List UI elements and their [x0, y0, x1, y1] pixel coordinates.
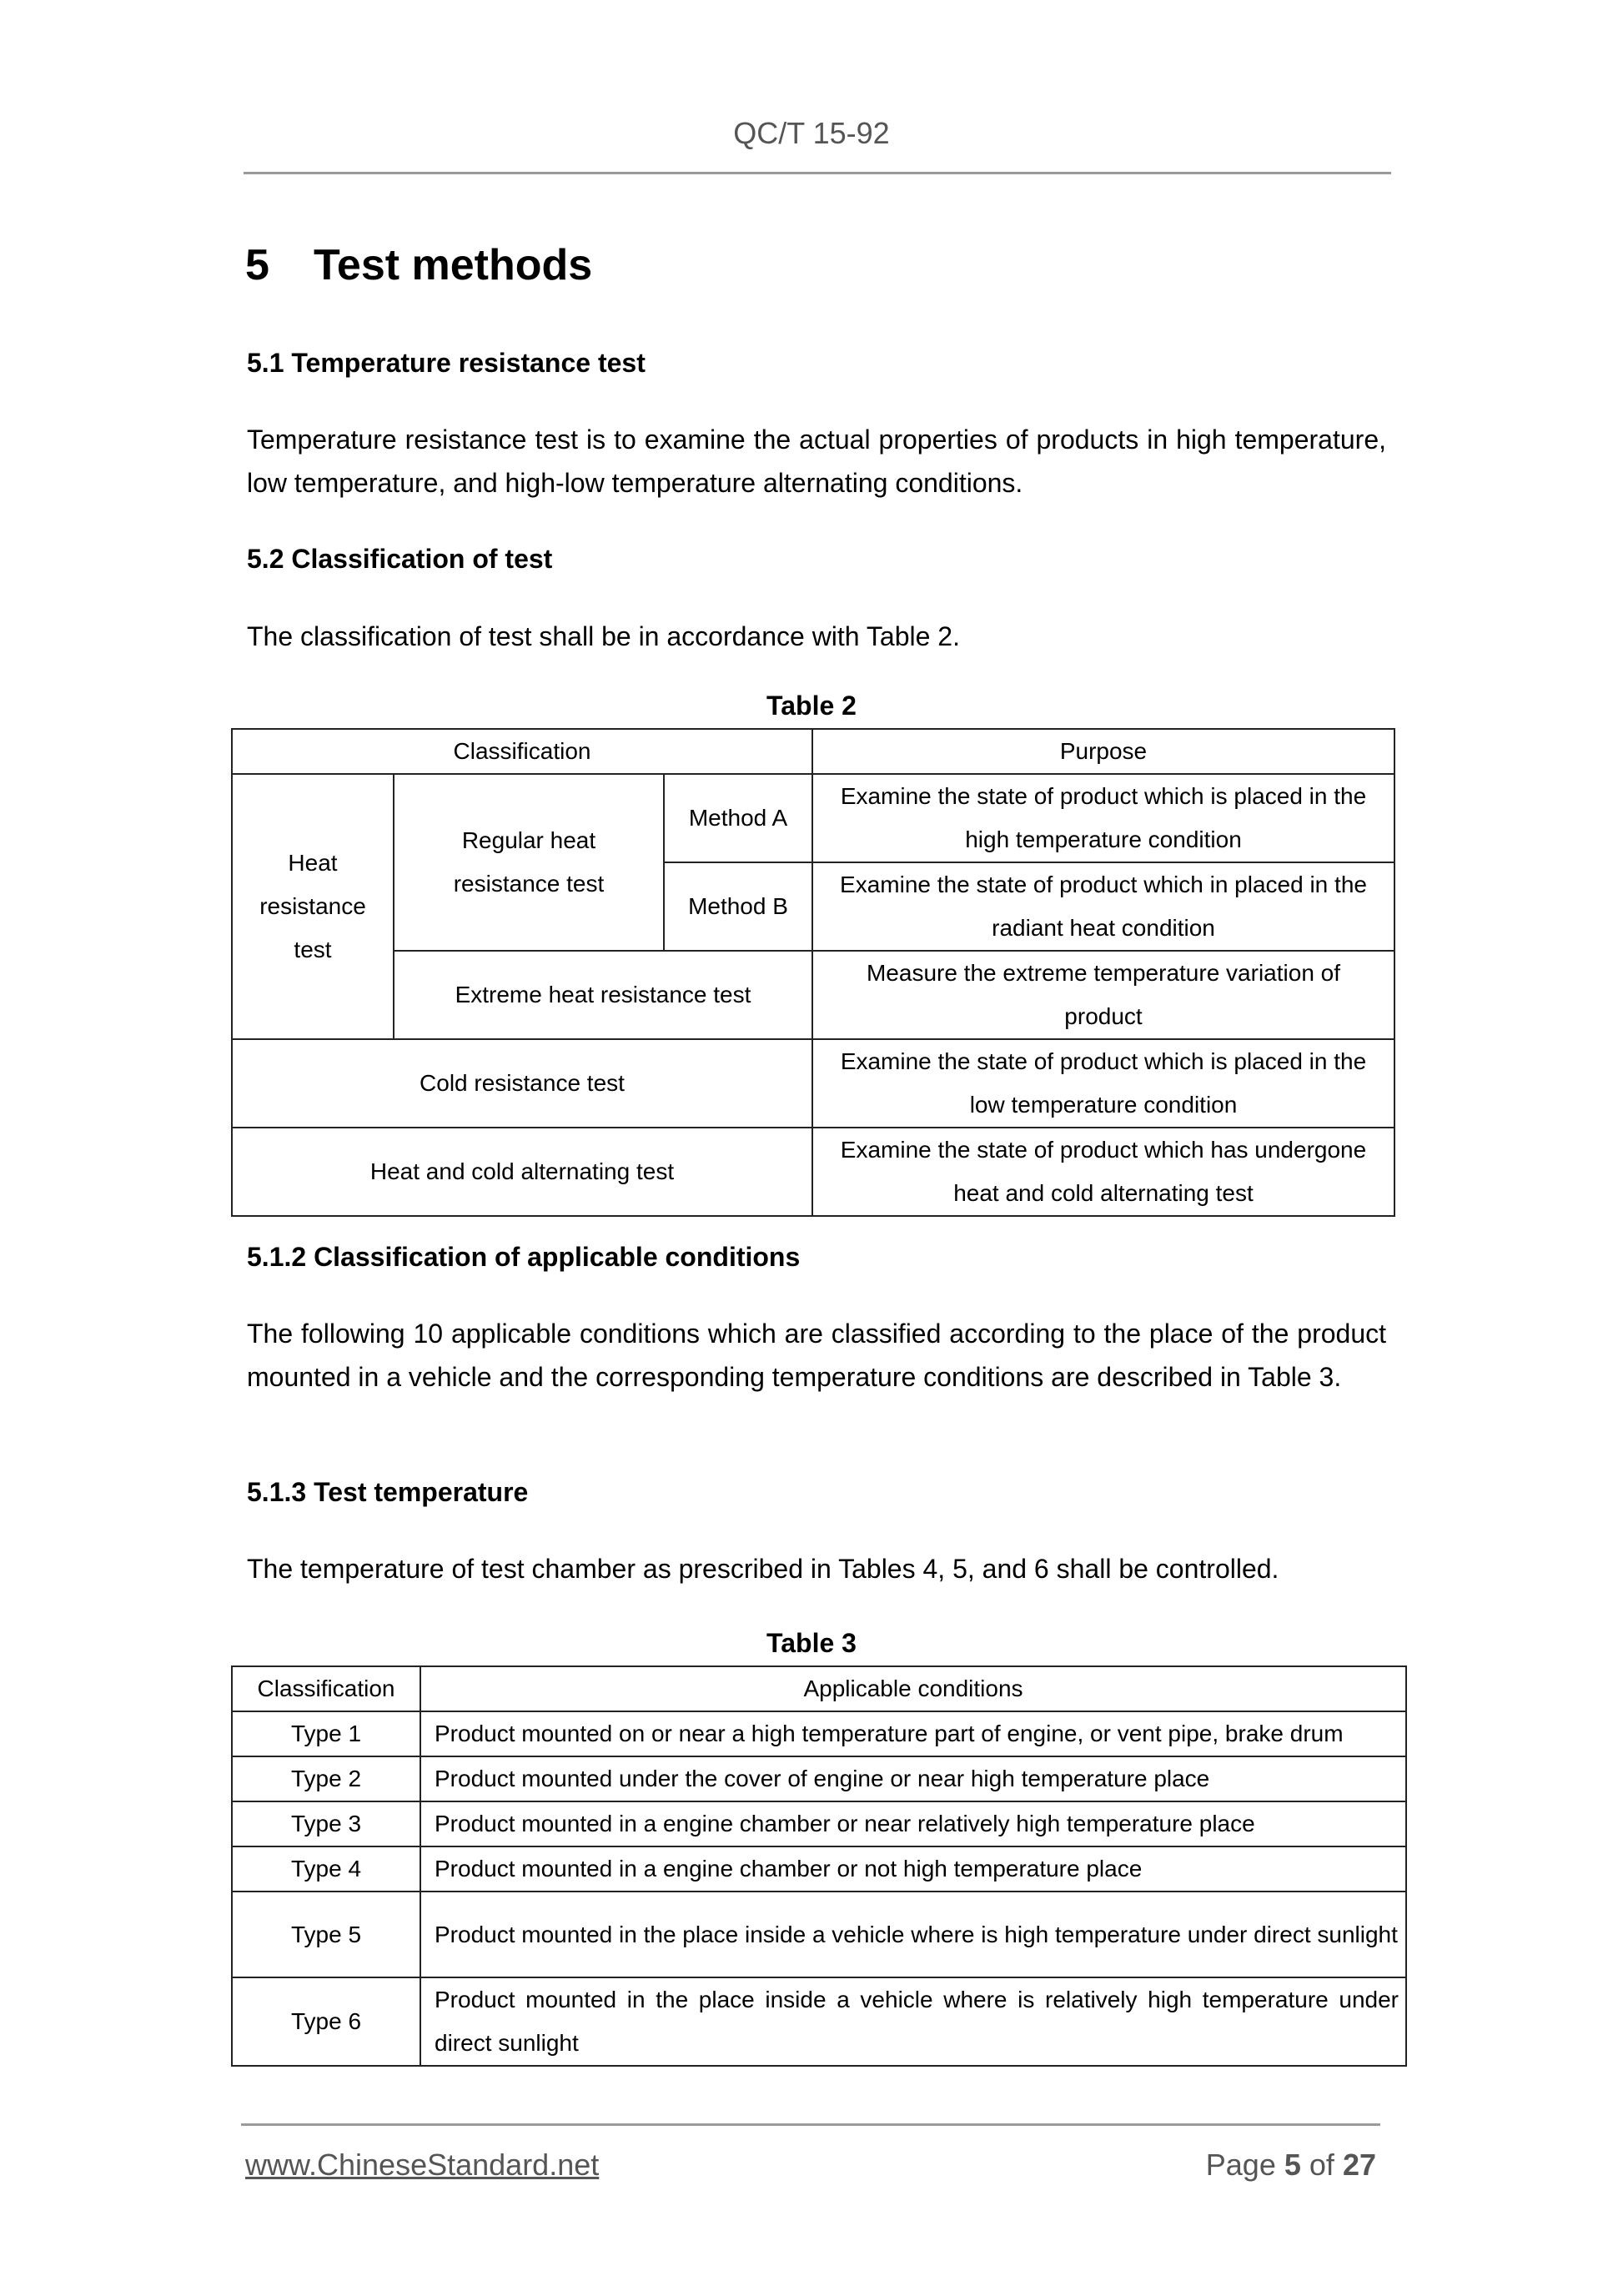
heading-5-1-3: 5.1.3 Test temperature: [247, 1477, 529, 1507]
cell-condition: Product mounted under the cover of engine or near high temperature place: [420, 1756, 1406, 1801]
heading-5-1: 5.1 Temperature resistance test: [247, 348, 646, 378]
page-of-label: of: [1309, 2148, 1334, 2182]
footer-divider: [241, 2123, 1380, 2126]
paragraph-5-2: The classification of test shall be in accordance with Table 2.: [247, 621, 960, 651]
page-indicator: [1206, 2147, 1376, 2183]
paragraph-5-1: Temperature resistance test is to examine the actual properties of products in high temperature, low temperature, and high-low temperature alternating conditions.: [247, 425, 1386, 498]
table-2: [231, 728, 1395, 1217]
header-classification: Classification: [232, 729, 812, 774]
cell-type: Type 5: [232, 1892, 420, 1977]
table-row: [232, 1128, 1394, 1216]
header-classification: Classification: [232, 1666, 420, 1711]
cell-condition: Product mounted in a engine chamber or not high temperature place: [420, 1846, 1406, 1892]
table-row: [232, 1039, 1394, 1128]
cell-condition: Product mounted on or near a high temperature part of engine, or vent pipe, brake drum: [420, 1711, 1406, 1756]
table-3-caption: Table 3: [766, 1628, 857, 1658]
cell-regular-heat-resistance-test: Regular heat resistance test: [394, 774, 664, 951]
cell-method: Method A: [664, 774, 812, 862]
table-header-row: [232, 1666, 1406, 1711]
table-row: [232, 1977, 1406, 2066]
table-row: [232, 1846, 1406, 1892]
cell-type: Type 4: [232, 1846, 420, 1892]
cell-purpose: Measure the extreme temperature variation of product: [812, 951, 1394, 1039]
cell-classification: Heat and cold alternating test: [232, 1128, 812, 1216]
table-row: [232, 1756, 1406, 1801]
cell-purpose: Examine the state of product which has undergone heat and cold alternating test: [812, 1128, 1394, 1216]
table-row: [232, 1711, 1406, 1756]
section-title: [245, 239, 592, 292]
table-row: [232, 1892, 1406, 1977]
paragraph-5-1-2: The following 10 applicable conditions which are classified according to the place of the product mounted in a vehicle and the corresponding temperature conditions are described in Table 3.: [247, 1319, 1386, 1392]
cell-type: Type 1: [232, 1711, 420, 1756]
cell-type: Type 3: [232, 1801, 420, 1846]
cell-condition: Product mounted in the place inside a vehicle where is relatively high temperature under direct sunlight: [420, 1977, 1406, 2066]
table-2-caption: Table 2: [766, 691, 857, 721]
table-row: [232, 1801, 1406, 1846]
page-total: 27: [1342, 2148, 1376, 2182]
table-header-row: [232, 729, 1394, 774]
cell-condition: Product mounted in a engine chamber or near relatively high temperature place: [420, 1801, 1406, 1846]
cell-method: Method B: [664, 862, 812, 951]
paragraph-5-1-3: The temperature of test chamber as prescribed in Tables 4, 5, and 6 shall be controlled.: [247, 1554, 1279, 1584]
document-code-header: QC/T 15-92: [733, 116, 890, 150]
section-title-text: Test methods: [314, 241, 593, 289]
page-label: Page: [1205, 2148, 1276, 2182]
cell-purpose: Examine the state of product which in placed in the radiant heat condition: [812, 862, 1394, 951]
heading-5-1-2: 5.1.2 Classification of applicable conditions: [247, 1242, 801, 1272]
table-row: [232, 774, 1394, 862]
heading-5-2: 5.2 Classification of test: [247, 544, 553, 574]
header-divider: [244, 172, 1391, 174]
cell-type: Type 2: [232, 1756, 420, 1801]
cell-heat-resistance-test: Heat resistance test: [232, 774, 394, 1039]
website-link[interactable]: www.ChineseStandard.net: [245, 2148, 600, 2182]
table-row: [232, 951, 1394, 1039]
header-purpose: Purpose: [812, 729, 1394, 774]
cell-purpose: Examine the state of product which is placed in the high temperature condition: [812, 774, 1394, 862]
cell-classification: Extreme heat resistance test: [394, 951, 812, 1039]
cell-type: Type 6: [232, 1977, 420, 2066]
page-current: 5: [1284, 2148, 1301, 2182]
cell-classification: Cold resistance test: [232, 1039, 812, 1128]
header-applicable-conditions: Applicable conditions: [420, 1666, 1406, 1711]
cell-purpose: Examine the state of product which is placed in the low temperature condition: [812, 1039, 1394, 1128]
section-number: 5: [245, 241, 269, 289]
table-3: [231, 1665, 1407, 2067]
cell-condition: Product mounted in the place inside a vehicle where is high temperature under direct sunlight: [420, 1892, 1406, 1977]
